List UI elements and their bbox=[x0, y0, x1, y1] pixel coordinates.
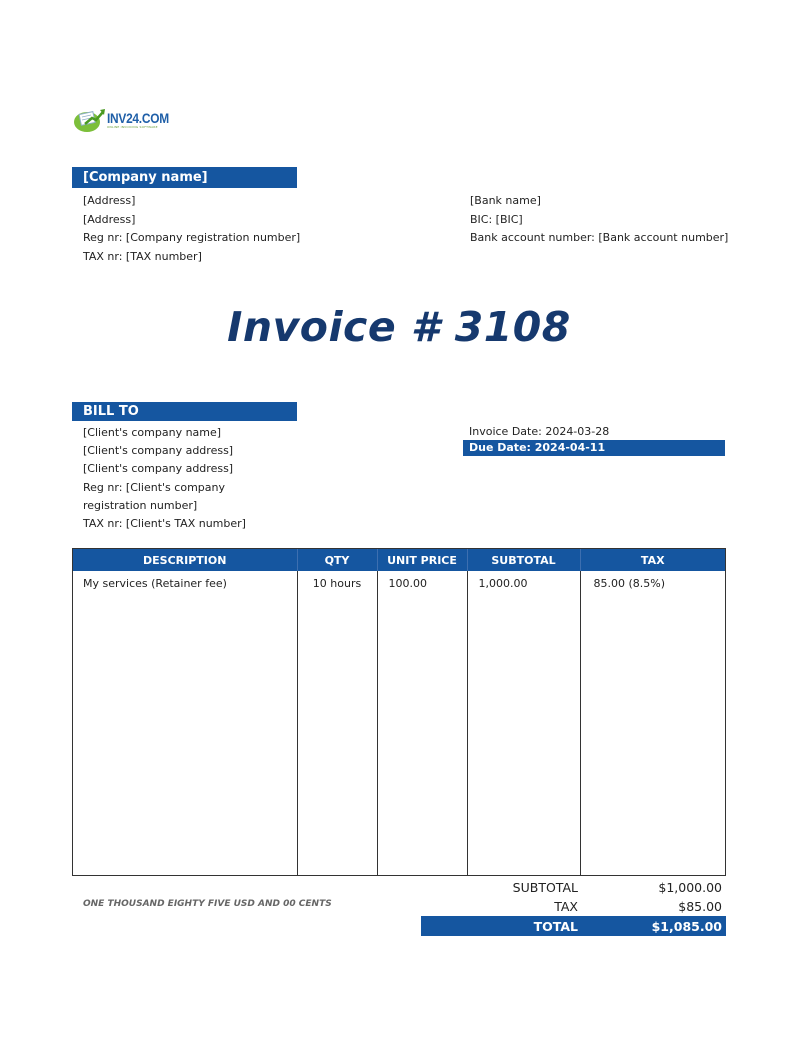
client-reg-number: Reg nr: [Client's company registration number] bbox=[83, 480, 225, 512]
amount-in-words: ONE THOUSAND EIGHTY FIVE USD AND 00 CENTS bbox=[83, 899, 332, 909]
cell-unit-price: 100.00 bbox=[377, 571, 467, 875]
company-details bbox=[83, 192, 300, 266]
company-address-2: [Address] bbox=[83, 212, 136, 226]
total-value: $1,085.00 bbox=[651, 918, 722, 934]
total-row bbox=[421, 916, 726, 936]
cell-tax: 85.00 (8.5%) bbox=[593, 577, 666, 590]
total-label: TOTAL bbox=[533, 918, 578, 934]
logo bbox=[73, 107, 180, 133]
logo-text: INV24.COM bbox=[107, 110, 169, 126]
logo-icon bbox=[73, 107, 105, 133]
totals-summary bbox=[421, 878, 726, 936]
table-header-row bbox=[73, 549, 725, 571]
tax-label: TAX bbox=[554, 899, 578, 914]
table-row bbox=[73, 571, 725, 875]
bill-to-header: BILL TO bbox=[72, 402, 297, 421]
column-header-subtotal: SUBTOTAL bbox=[467, 549, 580, 571]
column-header-description: DESCRIPTION bbox=[73, 549, 297, 571]
subtotal-row bbox=[421, 878, 726, 897]
cell-subtotal: 1,000.00 bbox=[467, 571, 580, 875]
bank-name: [Bank name] bbox=[470, 194, 541, 207]
column-header-qty: QTY bbox=[297, 549, 377, 571]
client-address-2: [Client's company address] bbox=[83, 462, 234, 476]
bank-bic: BIC: [BIC] bbox=[470, 212, 523, 226]
company-reg-number: Reg nr: [Company registration number] bbox=[83, 231, 301, 244]
column-header-tax: TAX bbox=[580, 549, 725, 571]
line-items-table bbox=[72, 548, 726, 876]
company-name-header: [Company name] bbox=[72, 167, 297, 188]
tax-value: $85.00 bbox=[678, 899, 722, 914]
client-tax-number: TAX nr: [Client's TAX number] bbox=[83, 517, 246, 531]
client-address-1: [Client's company address] bbox=[83, 444, 234, 458]
client-details bbox=[83, 424, 283, 533]
column-header-unit-price: UNIT PRICE bbox=[377, 549, 467, 571]
cell-description: My services (Retainer fee) bbox=[73, 571, 297, 875]
logo-tagline: ONLINE INVOICING SOFTWARE bbox=[107, 125, 158, 129]
bank-account-number: Bank account number: [Bank account number] bbox=[470, 231, 729, 244]
cell-qty: 10 hours bbox=[297, 571, 377, 875]
tax-row bbox=[421, 897, 726, 916]
bank-details bbox=[470, 192, 728, 248]
due-date: Due Date: 2024-04-11 bbox=[463, 440, 725, 456]
subtotal-value: $1,000.00 bbox=[658, 880, 722, 895]
subtotal-label: SUBTOTAL bbox=[512, 880, 578, 895]
client-company-name: [Client's company name] bbox=[83, 426, 222, 439]
invoice-date: Invoice Date: 2024-03-28 bbox=[469, 425, 610, 438]
company-address-1: [Address] bbox=[83, 194, 136, 207]
invoice-title: Invoice # 3108 bbox=[227, 303, 571, 351]
company-tax-number: TAX nr: [TAX number] bbox=[83, 249, 202, 263]
invoice-dates bbox=[463, 424, 725, 456]
